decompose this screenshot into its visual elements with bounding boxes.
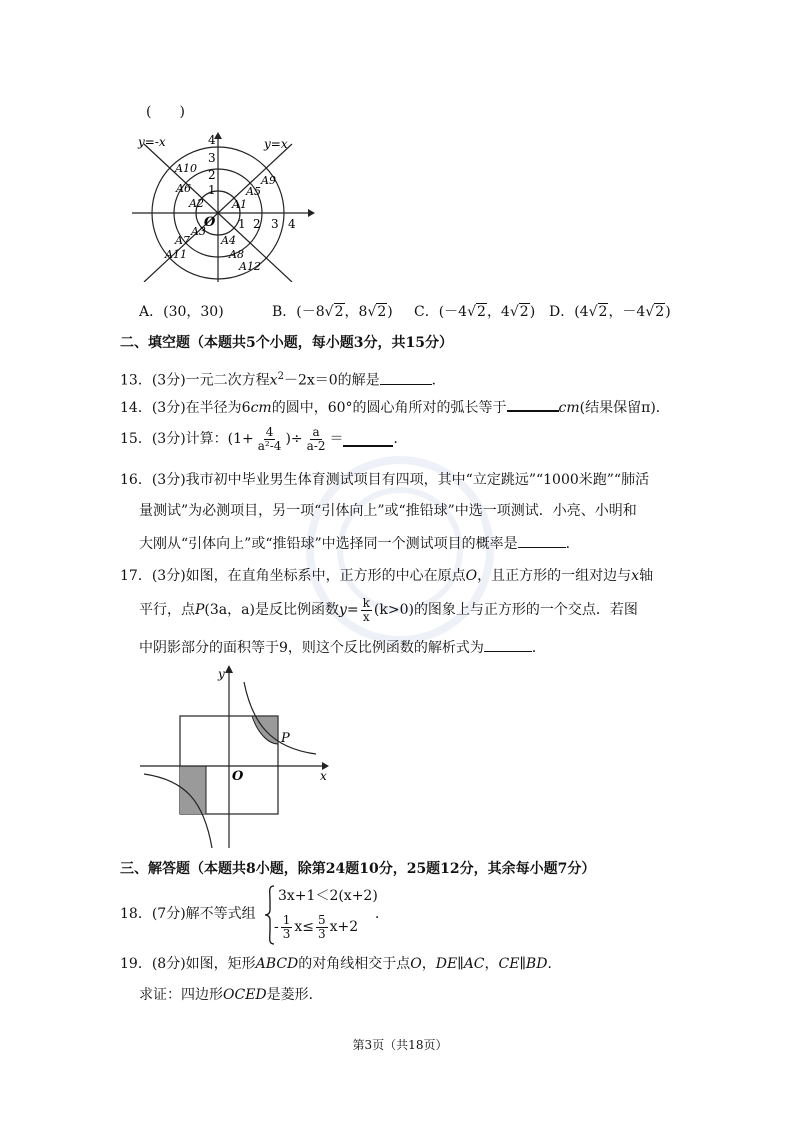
point-a5: A5: [246, 185, 261, 198]
y-tick-4: 4: [208, 133, 216, 147]
section-2-title: 二、填空题（本题共5个小题，每小题3分，共15分）: [120, 335, 453, 351]
x-tick-1: 1: [238, 217, 246, 231]
x-axis-label: x: [320, 769, 327, 783]
point-a9: A9: [261, 174, 276, 187]
question-13: 13．(3分)一元二次方程$x^2-2x=0$的解是 ．: [120, 371, 446, 389]
y-tick-1: 1: [208, 183, 216, 197]
point-a10: A10: [175, 162, 197, 175]
question-19-line-1: 19．(8分)如图，矩形ABCD的对角线相交于点O，DE∥AC，CE∥BD．: [120, 956, 562, 972]
option-a: A．(30，30): [139, 304, 224, 320]
page-footer: 第3页（共18页）: [352, 1038, 448, 1052]
question-16-line-1: 16．(3分)我市初中毕业男生体育测试项目有四项，其中“立定跳远”“1000米跑”“肺活: [120, 472, 650, 488]
answer-paren: ( ): [146, 104, 185, 120]
question-14: 14．(3分)在半径为6cm的圆中，60°的圆心角所对的弧长等于 cm(结果保留π)．: [120, 396, 670, 418]
section-3-title: 三、解答题（本题共8小题，除第24题10分，25题12分，其余每小题7分）: [120, 861, 596, 877]
option-b: B．(－8√2，8√2): [272, 304, 393, 320]
point-p: P: [281, 731, 290, 746]
polar-figure: [132, 132, 322, 282]
y-tick-2: 2: [208, 168, 216, 182]
question-17-line-2: 平行，点 P (3a，a) 是反比例函数 y = $\frac{k}{x}$ (k>0) 的图象上与正方形的一个交点．若图: [139, 595, 638, 624]
point-a3: A3: [191, 225, 206, 238]
inequality-1: 3x+1＜2(x+2): [278, 888, 378, 904]
point-a1: A1: [232, 198, 247, 211]
point-a11: A11: [165, 248, 187, 261]
inequality-2: - $\frac{1}{3}$ x≤ $\frac{5}{3}$ x+2: [274, 912, 359, 941]
question-15: 15． (3分) 计算： (1+ $\frac{4}{\text{a²-4}}$ )÷ $\frac{a}{a-2}$ ＝ ．: [120, 424, 408, 453]
x-tick-4: 4: [288, 217, 296, 231]
point-a12: A12: [239, 260, 261, 273]
line-label-pos: y=x: [264, 137, 288, 151]
point-a6: A6: [176, 182, 191, 195]
x-tick-2: 2: [253, 217, 261, 231]
point-a7: A7: [175, 234, 190, 247]
question-16-line-3: 大刚从“引体向上”或“推铅球”中选择同一个测试项目的概率是 ．: [139, 533, 580, 554]
point-a8: A8: [229, 248, 244, 261]
question-19-line-2: 求证：四边形OCED是菱形．: [139, 987, 323, 1003]
origin-o: O: [232, 769, 244, 784]
option-c: C．(－4√2，4√2): [414, 304, 536, 320]
hyperbola-figure: [140, 662, 340, 852]
y-axis-label: y: [218, 667, 225, 681]
question-17-line-1: 17．(3分)如图，在直角坐标系中，正方形的中心在原点O，且正方形的一组对边与x轴: [120, 568, 654, 584]
origin-label: O: [204, 215, 216, 230]
option-d: D．(4√2，－4√2): [549, 304, 671, 320]
question-17-line-3: 中阴影部分的面积等于9，则这个反比例函数的解析式为 ．: [139, 637, 546, 658]
x-tick-3: 3: [271, 217, 279, 231]
y-tick-3: 3: [208, 151, 216, 165]
question-18-end: ．: [375, 906, 389, 922]
line-label-neg: y=-x: [138, 135, 166, 149]
question-18-label: 18．(7分)解不等式组: [120, 906, 256, 922]
point-a2: A2: [189, 197, 204, 210]
question-16-line-2: 量测试”为必测项目，另一项“引体向上”或“推铅球”中选一项测试．小亮、小明和: [139, 503, 637, 519]
point-a4: A4: [221, 234, 236, 247]
